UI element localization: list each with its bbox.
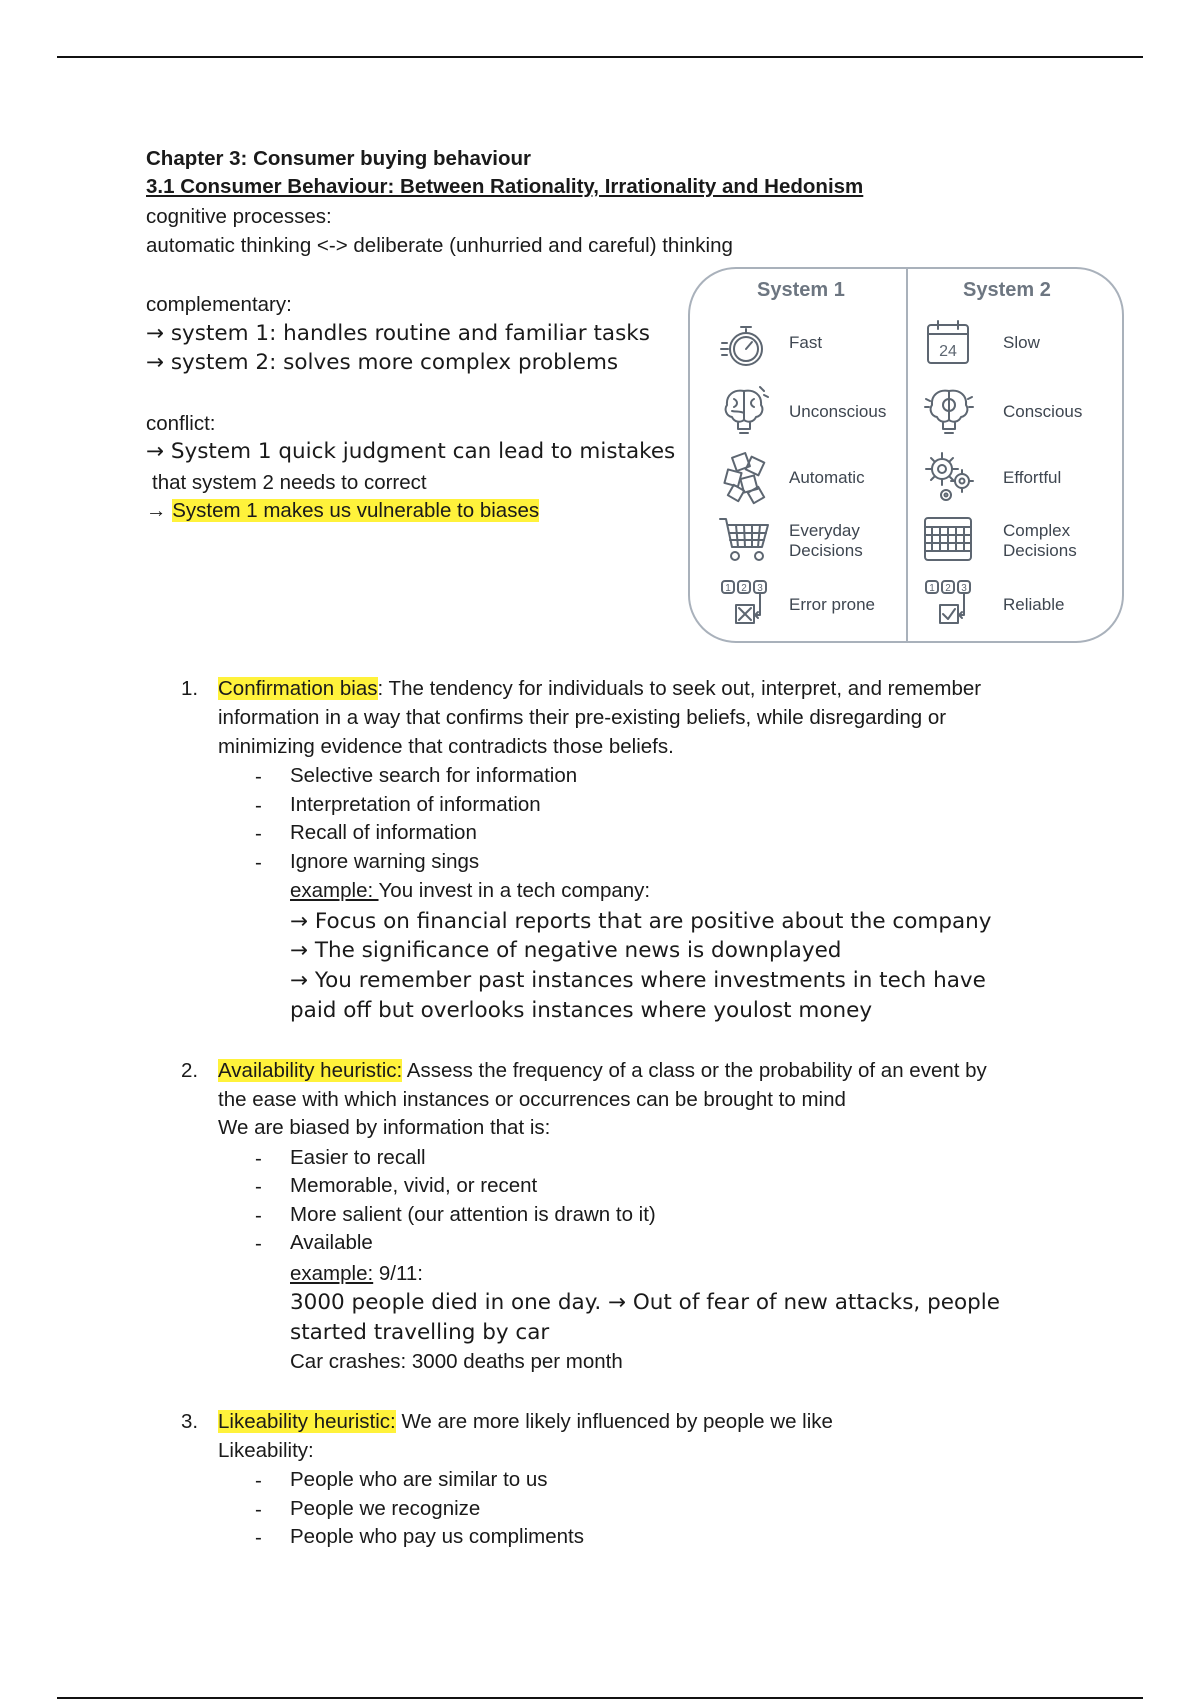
abacus-icon	[922, 515, 974, 563]
example-detail: 3000 people died in one day. → Out of fear of new attacks, people	[290, 1290, 1000, 1315]
example-detail: → Focus on financial reports that are positive about the company	[290, 909, 992, 934]
system1-system2-diagram	[688, 267, 1124, 643]
definition-text: We are more likely influenced by people we like	[395, 1410, 833, 1433]
list-item: Memorable, vivid, or recent	[290, 1174, 538, 1197]
example-detail: paid off but overlooks instances where youlost money	[290, 998, 873, 1023]
system1-label-everyday-decisions: Everyday Decisions	[789, 521, 863, 561]
example-detail: → You remember past instances where investments in tech have	[290, 968, 986, 993]
list-number: 3.	[181, 1410, 199, 1433]
conflict-line: that system 2 needs to correct	[152, 471, 427, 494]
checklist-number: 2	[945, 583, 951, 594]
page-top-rule	[57, 56, 1143, 58]
brain-icon	[720, 385, 768, 437]
bias-term: Availability heuristic:	[218, 1059, 403, 1082]
list-number: 2.	[181, 1059, 199, 1082]
definition-text: information in a way that confirms their pre-existing beliefs, while disregarding or	[218, 706, 947, 729]
complementary-label: complementary:	[146, 293, 292, 316]
section-title: 3.1 Consumer Behaviour: Between Rationality, Irrationality and Hedonism	[146, 175, 864, 198]
checklist-number: 3	[961, 583, 967, 594]
shopping-cart-icon	[718, 515, 770, 563]
bullet-marker: -	[255, 851, 262, 874]
diagram-divider	[906, 269, 908, 641]
example-line	[290, 879, 650, 904]
system2-label-conscious: Conscious	[1003, 402, 1083, 421]
example-label: example:	[290, 879, 379, 902]
system1-label-automatic: Automatic	[789, 468, 865, 487]
definition-text: minimizing evidence that contradicts those beliefs.	[218, 735, 674, 758]
bias-definition	[218, 677, 981, 702]
list-item: Selective search for information	[290, 764, 578, 787]
checklist-cross-icon	[720, 579, 770, 629]
list-item: Ignore warning sings	[290, 850, 480, 873]
system1-label-error-prone: Error prone	[789, 595, 875, 614]
example-detail: started travelling by car	[290, 1320, 550, 1345]
definition-text: We are biased by information that is:	[218, 1116, 551, 1139]
bullet-marker: -	[255, 1204, 262, 1227]
definition-text: Assess the frequency of a class or the probability of an event by	[402, 1059, 987, 1082]
bullet-marker: -	[255, 1526, 262, 1549]
bias-term: Likeability heuristic:	[218, 1410, 396, 1433]
gears-icon	[924, 451, 976, 503]
complementary-item: → system 1: handles routine and familiar tasks	[146, 321, 650, 346]
checklist-number: 2	[741, 583, 747, 594]
system2-title: System 2	[963, 279, 1051, 301]
intro-text: cognitive processes:	[146, 205, 332, 228]
list-item: Easier to recall	[290, 1146, 426, 1169]
checklist-number: 1	[725, 583, 731, 594]
checklist-number: 3	[757, 583, 763, 594]
stopwatch-icon	[720, 321, 768, 369]
definition-text: Likeability:	[218, 1439, 314, 1462]
chapter-title: Chapter 3: Consumer buying behaviour	[146, 147, 531, 170]
checklist-number: 1	[929, 583, 935, 594]
highlighted-text: System 1 makes us vulnerable to biases	[172, 499, 540, 522]
example-line	[290, 1262, 423, 1287]
term-suffix: :	[377, 677, 384, 700]
bullet-marker: -	[255, 822, 262, 845]
conflict-label: conflict:	[146, 412, 216, 435]
bullet-marker: -	[255, 794, 262, 817]
system1-title: System 1	[757, 279, 845, 301]
example-detail: Car crashes: 3000 deaths per month	[290, 1350, 623, 1373]
example-label: example:	[290, 1262, 374, 1285]
list-item: People we recognize	[290, 1497, 481, 1520]
list-item: People who are similar to us	[290, 1468, 548, 1491]
checklist-check-icon	[924, 579, 974, 629]
conflict-line: → System 1 quick judgment can lead to mistakes	[146, 439, 676, 464]
list-item: Interpretation of information	[290, 793, 541, 816]
bullet-marker: -	[255, 1469, 262, 1492]
bullet-marker: -	[255, 1498, 262, 1521]
example-text: You invest in a tech company:	[378, 879, 651, 902]
complementary-item: → system 2: solves more complex problems	[146, 350, 619, 375]
list-item: Recall of information	[290, 821, 477, 844]
system2-label-reliable: Reliable	[1003, 595, 1065, 614]
system1-label-fast: Fast	[789, 333, 823, 352]
list-item: Available	[290, 1231, 373, 1254]
system2-label-slow: Slow	[1003, 333, 1040, 352]
list-item: People who pay us compliments	[290, 1525, 584, 1548]
bias-term: Confirmation bias	[218, 677, 378, 700]
system1-label-unconscious: Unconscious	[789, 402, 887, 421]
list-item: More salient (our attention is drawn to it)	[290, 1203, 656, 1226]
page-bottom-rule	[57, 1697, 1143, 1699]
definition-text: The tendency for individuals to seek out, interpret, and remember	[383, 677, 982, 700]
bullet-marker: -	[255, 1232, 262, 1255]
bias-definition	[218, 1410, 833, 1435]
bullet-marker: -	[255, 765, 262, 788]
list-number: 1.	[181, 677, 199, 700]
bullet-marker: -	[255, 1147, 262, 1170]
brain-gear-icon	[924, 385, 974, 437]
calendar-number: 24	[939, 343, 957, 360]
system2-label-effortful: Effortful	[1003, 468, 1062, 487]
arrow-text: →	[146, 499, 173, 522]
puzzle-icon	[720, 451, 768, 503]
calendar-icon	[924, 319, 972, 367]
conflict-highlight-line	[146, 499, 539, 524]
system2-label-complex-decisions: Complex Decisions	[1003, 521, 1077, 561]
example-text: 9/11:	[373, 1262, 423, 1285]
intro-text: automatic thinking <-> deliberate (unhurried and careful) thinking	[146, 234, 733, 257]
definition-text: the ease with which instances or occurrences can be brought to mind	[218, 1088, 846, 1111]
bullet-marker: -	[255, 1175, 262, 1198]
example-detail: → The significance of negative news is downplayed	[290, 938, 842, 963]
bias-definition	[218, 1059, 987, 1084]
